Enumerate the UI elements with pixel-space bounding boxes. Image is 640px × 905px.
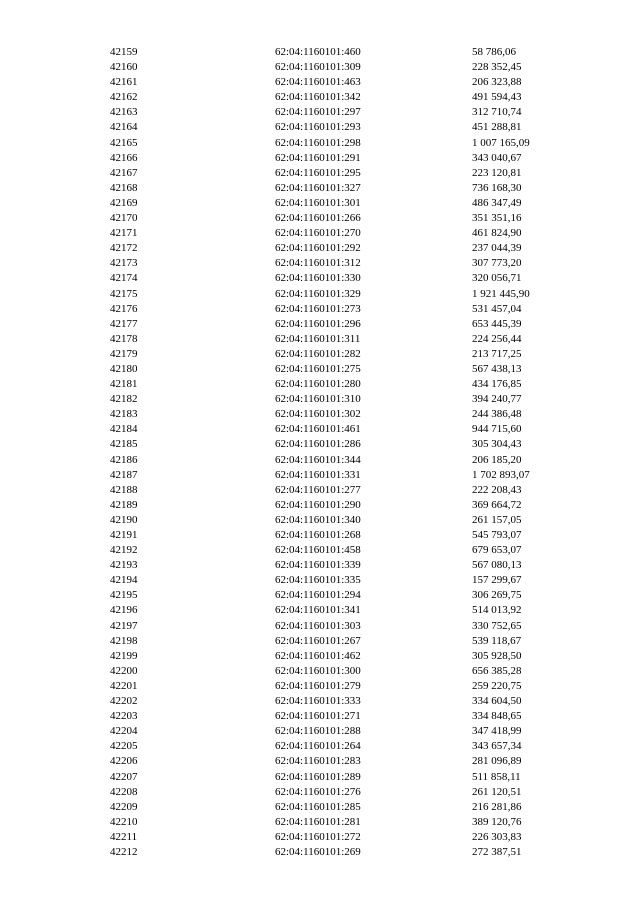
table-row bbox=[0, 800, 640, 815]
cadastral-number: 62:04:1160101:294 bbox=[275, 589, 361, 602]
table-row bbox=[0, 271, 640, 286]
table-row bbox=[0, 739, 640, 754]
table-row bbox=[0, 302, 640, 317]
row-number: 42175 bbox=[110, 287, 138, 300]
table-row bbox=[0, 845, 640, 860]
table-row bbox=[0, 694, 640, 709]
cadastral-value: 461 824,90 bbox=[472, 227, 522, 240]
cadastral-value: 1 007 165,09 bbox=[472, 136, 530, 149]
table-row bbox=[0, 588, 640, 603]
cadastral-number: 62:04:1160101:296 bbox=[275, 317, 361, 330]
row-number: 42187 bbox=[110, 468, 138, 481]
table-row bbox=[0, 196, 640, 211]
cadastral-number: 62:04:1160101:309 bbox=[275, 61, 361, 74]
cadastral-number: 62:04:1160101:340 bbox=[275, 513, 361, 526]
row-number: 42174 bbox=[110, 272, 138, 285]
record-table bbox=[0, 45, 640, 860]
cadastral-number: 62:04:1160101:290 bbox=[275, 498, 361, 511]
cadastral-value: 514 013,92 bbox=[472, 604, 522, 617]
row-number: 42171 bbox=[110, 227, 138, 240]
table-row bbox=[0, 392, 640, 407]
row-number: 42161 bbox=[110, 76, 138, 89]
table-row bbox=[0, 724, 640, 739]
cadastral-value: 320 056,71 bbox=[472, 272, 522, 285]
row-number: 42184 bbox=[110, 423, 138, 436]
cadastral-value: 351 351,16 bbox=[472, 212, 522, 225]
row-number: 42164 bbox=[110, 121, 138, 134]
cadastral-number: 62:04:1160101:266 bbox=[275, 212, 361, 225]
cadastral-number: 62:04:1160101:458 bbox=[275, 544, 361, 557]
table-row bbox=[0, 664, 640, 679]
row-number: 42205 bbox=[110, 740, 138, 753]
cadastral-value: 736 168,30 bbox=[472, 181, 522, 194]
row-number: 42182 bbox=[110, 393, 138, 406]
row-number: 42192 bbox=[110, 544, 138, 557]
cadastral-number: 62:04:1160101:283 bbox=[275, 755, 361, 768]
table-row bbox=[0, 241, 640, 256]
table-row bbox=[0, 75, 640, 90]
cadastral-number: 62:04:1160101:301 bbox=[275, 196, 361, 209]
cadastral-value: 394 240,77 bbox=[472, 393, 522, 406]
table-row bbox=[0, 528, 640, 543]
row-number: 42190 bbox=[110, 513, 138, 526]
row-number: 42206 bbox=[110, 755, 138, 768]
cadastral-number: 62:04:1160101:342 bbox=[275, 91, 361, 104]
cadastral-value: 656 385,28 bbox=[472, 664, 522, 677]
cadastral-value: 944 715,60 bbox=[472, 423, 522, 436]
table-row bbox=[0, 60, 640, 75]
cadastral-value: 1 702 893,07 bbox=[472, 468, 530, 481]
cadastral-number: 62:04:1160101:267 bbox=[275, 634, 361, 647]
row-number: 42203 bbox=[110, 710, 138, 723]
cadastral-number: 62:04:1160101:273 bbox=[275, 302, 361, 315]
row-number: 42204 bbox=[110, 725, 138, 738]
table-row bbox=[0, 543, 640, 558]
cadastral-number: 62:04:1160101:268 bbox=[275, 529, 361, 541]
cadastral-value: 223 120,81 bbox=[472, 166, 522, 179]
cadastral-value: 213 717,25 bbox=[472, 347, 522, 360]
table-row bbox=[0, 770, 640, 785]
table-row bbox=[0, 573, 640, 588]
table-row bbox=[0, 815, 640, 830]
row-number: 42162 bbox=[110, 91, 138, 104]
table-row bbox=[0, 634, 640, 649]
cadastral-number: 62:04:1160101:291 bbox=[275, 151, 361, 164]
cadastral-value: 343 040,67 bbox=[472, 151, 522, 164]
row-number: 42191 bbox=[110, 529, 138, 541]
row-number: 42200 bbox=[110, 664, 138, 677]
row-number: 42196 bbox=[110, 604, 138, 617]
cadastral-number: 62:04:1160101:312 bbox=[275, 257, 361, 270]
row-number: 42165 bbox=[110, 136, 138, 149]
table-row bbox=[0, 181, 640, 196]
cadastral-value: 259 220,75 bbox=[472, 679, 522, 692]
cadastral-value: 343 657,34 bbox=[472, 740, 522, 753]
table-row bbox=[0, 287, 640, 302]
table-row bbox=[0, 785, 640, 800]
table-row bbox=[0, 211, 640, 226]
cadastral-value: 451 288,81 bbox=[472, 121, 522, 134]
row-number: 42185 bbox=[110, 438, 138, 451]
cadastral-number: 62:04:1160101:344 bbox=[275, 453, 361, 466]
table-row bbox=[0, 317, 640, 332]
table-row bbox=[0, 136, 640, 151]
cadastral-value: 679 653,07 bbox=[472, 544, 522, 557]
row-number: 42179 bbox=[110, 347, 138, 360]
cadastral-number: 62:04:1160101:311 bbox=[275, 332, 361, 345]
cadastral-value: 369 664,72 bbox=[472, 498, 522, 511]
cadastral-number: 62:04:1160101:461 bbox=[275, 423, 361, 436]
cadastral-number: 62:04:1160101:462 bbox=[275, 649, 361, 662]
cadastral-value: 272 387,51 bbox=[472, 845, 522, 858]
row-number: 42212 bbox=[110, 845, 138, 858]
cadastral-number: 62:04:1160101:277 bbox=[275, 483, 361, 496]
table-row bbox=[0, 226, 640, 241]
cadastral-value: 58 786,06 bbox=[472, 46, 516, 58]
cadastral-value: 305 928,50 bbox=[472, 649, 522, 662]
table-row bbox=[0, 437, 640, 452]
cadastral-value: 653 445,39 bbox=[472, 317, 522, 330]
cadastral-number: 62:04:1160101:300 bbox=[275, 664, 361, 677]
cadastral-number: 62:04:1160101:298 bbox=[275, 136, 361, 149]
row-number: 42210 bbox=[110, 815, 138, 828]
cadastral-number: 62:04:1160101:289 bbox=[275, 770, 361, 783]
row-number: 42199 bbox=[110, 649, 138, 662]
table-row bbox=[0, 468, 640, 483]
cadastral-value: 206 323,88 bbox=[472, 76, 522, 89]
row-number: 42168 bbox=[110, 181, 138, 194]
table-row bbox=[0, 347, 640, 362]
table-row bbox=[0, 407, 640, 422]
cadastral-value: 157 299,67 bbox=[472, 574, 522, 587]
table-row bbox=[0, 120, 640, 135]
row-number: 42183 bbox=[110, 408, 138, 421]
cadastral-number: 62:04:1160101:330 bbox=[275, 272, 361, 285]
row-number: 42166 bbox=[110, 151, 138, 164]
row-number: 42193 bbox=[110, 559, 138, 572]
cadastral-number: 62:04:1160101:281 bbox=[275, 815, 361, 828]
cadastral-value: 312 710,74 bbox=[472, 106, 522, 119]
cadastral-number: 62:04:1160101:279 bbox=[275, 679, 361, 692]
cadastral-value: 486 347,49 bbox=[472, 196, 522, 209]
cadastral-value: 330 752,65 bbox=[472, 619, 522, 632]
table-row bbox=[0, 709, 640, 724]
row-number: 42181 bbox=[110, 378, 138, 391]
row-number: 42169 bbox=[110, 196, 138, 209]
cadastral-number: 62:04:1160101:264 bbox=[275, 740, 361, 753]
table-row bbox=[0, 558, 640, 573]
cadastral-number: 62:04:1160101:269 bbox=[275, 845, 361, 858]
cadastral-value: 567 438,13 bbox=[472, 362, 522, 375]
row-number: 42176 bbox=[110, 302, 138, 315]
cadastral-number: 62:04:1160101:341 bbox=[275, 604, 361, 617]
row-number: 42160 bbox=[110, 61, 138, 74]
cadastral-value: 389 120,76 bbox=[472, 815, 522, 828]
row-number: 42173 bbox=[110, 257, 138, 270]
cadastral-value: 206 185,20 bbox=[472, 453, 522, 466]
cadastral-number: 62:04:1160101:295 bbox=[275, 166, 361, 179]
row-number: 42202 bbox=[110, 695, 138, 708]
table-row bbox=[0, 649, 640, 664]
cadastral-value: 511 858,11 bbox=[472, 770, 521, 783]
cadastral-value: 347 418,99 bbox=[472, 725, 522, 738]
cadastral-number: 62:04:1160101:329 bbox=[275, 287, 361, 300]
cadastral-value: 281 096,89 bbox=[472, 755, 522, 768]
cadastral-value: 224 256,44 bbox=[472, 332, 522, 345]
cadastral-value: 226 303,83 bbox=[472, 830, 522, 843]
row-number: 42159 bbox=[110, 46, 138, 58]
row-number: 42170 bbox=[110, 212, 138, 225]
row-number: 42180 bbox=[110, 362, 138, 375]
cadastral-number: 62:04:1160101:339 bbox=[275, 559, 361, 572]
cadastral-value: 237 044,39 bbox=[472, 242, 522, 255]
cadastral-number: 62:04:1160101:285 bbox=[275, 800, 361, 813]
row-number: 42209 bbox=[110, 800, 138, 813]
cadastral-number: 62:04:1160101:460 bbox=[275, 46, 361, 58]
table-row bbox=[0, 603, 640, 618]
cadastral-number: 62:04:1160101:302 bbox=[275, 408, 361, 421]
cadastral-value: 545 793,07 bbox=[472, 529, 522, 541]
cadastral-number: 62:04:1160101:327 bbox=[275, 181, 361, 194]
cadastral-number: 62:04:1160101:282 bbox=[275, 347, 361, 360]
cadastral-value: 1 921 445,90 bbox=[472, 287, 530, 300]
cadastral-value: 228 352,45 bbox=[472, 61, 522, 74]
table-row bbox=[0, 754, 640, 769]
row-number: 42211 bbox=[110, 830, 138, 843]
row-number: 42197 bbox=[110, 619, 138, 632]
cadastral-number: 62:04:1160101:310 bbox=[275, 393, 361, 406]
row-number: 42198 bbox=[110, 634, 138, 647]
cadastral-value: 222 208,43 bbox=[472, 483, 522, 496]
row-number: 42194 bbox=[110, 574, 138, 587]
table-row bbox=[0, 332, 640, 347]
table-row bbox=[0, 256, 640, 271]
cadastral-value: 539 118,67 bbox=[472, 634, 522, 647]
cadastral-value: 531 457,04 bbox=[472, 302, 522, 315]
cadastral-value: 434 176,85 bbox=[472, 378, 522, 391]
table-row bbox=[0, 362, 640, 377]
cadastral-number: 62:04:1160101:297 bbox=[275, 106, 361, 119]
cadastral-number: 62:04:1160101:463 bbox=[275, 76, 361, 89]
row-number: 42167 bbox=[110, 166, 138, 179]
cadastral-value: 216 281,86 bbox=[472, 800, 522, 813]
cadastral-number: 62:04:1160101:276 bbox=[275, 785, 361, 798]
table-row bbox=[0, 90, 640, 105]
cadastral-number: 62:04:1160101:286 bbox=[275, 438, 361, 451]
row-number: 42207 bbox=[110, 770, 138, 783]
cadastral-number: 62:04:1160101:335 bbox=[275, 574, 361, 587]
cadastral-value: 491 594,43 bbox=[472, 91, 522, 104]
row-number: 42189 bbox=[110, 498, 138, 511]
table-row bbox=[0, 483, 640, 498]
cadastral-number: 62:04:1160101:331 bbox=[275, 468, 361, 481]
table-row bbox=[0, 377, 640, 392]
table-row bbox=[0, 151, 640, 166]
cadastral-number: 62:04:1160101:270 bbox=[275, 227, 361, 240]
cadastral-number: 62:04:1160101:303 bbox=[275, 619, 361, 632]
cadastral-value: 334 604,50 bbox=[472, 695, 522, 708]
cadastral-value: 567 080,13 bbox=[472, 559, 522, 572]
row-number: 42208 bbox=[110, 785, 138, 798]
row-number: 42188 bbox=[110, 483, 138, 496]
cadastral-number: 62:04:1160101:288 bbox=[275, 725, 361, 738]
cadastral-number: 62:04:1160101:272 bbox=[275, 830, 361, 843]
cadastral-value: 306 269,75 bbox=[472, 589, 522, 602]
cadastral-value: 305 304,43 bbox=[472, 438, 522, 451]
table-row bbox=[0, 105, 640, 120]
cadastral-value: 244 386,48 bbox=[472, 408, 522, 421]
table-row bbox=[0, 166, 640, 181]
row-number: 42163 bbox=[110, 106, 138, 119]
table-row bbox=[0, 679, 640, 694]
cadastral-number: 62:04:1160101:333 bbox=[275, 695, 361, 708]
row-number: 42195 bbox=[110, 589, 138, 602]
table-row bbox=[0, 830, 640, 845]
table-row bbox=[0, 453, 640, 468]
cadastral-number: 62:04:1160101:275 bbox=[275, 362, 361, 375]
cadastral-number: 62:04:1160101:292 bbox=[275, 242, 361, 255]
table-row bbox=[0, 498, 640, 513]
row-number: 42178 bbox=[110, 332, 138, 345]
cadastral-number: 62:04:1160101:293 bbox=[275, 121, 361, 134]
cadastral-value: 261 157,05 bbox=[472, 513, 522, 526]
cadastral-value: 261 120,51 bbox=[472, 785, 522, 798]
cadastral-value: 307 773,20 bbox=[472, 257, 522, 270]
cadastral-number: 62:04:1160101:280 bbox=[275, 378, 361, 391]
cadastral-value: 334 848,65 bbox=[472, 710, 522, 723]
row-number: 42201 bbox=[110, 679, 138, 692]
table-row bbox=[0, 619, 640, 634]
row-number: 42186 bbox=[110, 453, 138, 466]
table-row bbox=[0, 422, 640, 437]
row-number: 42172 bbox=[110, 242, 138, 255]
table-row bbox=[0, 45, 640, 60]
row-number: 42177 bbox=[110, 317, 138, 330]
cadastral-number: 62:04:1160101:271 bbox=[275, 710, 361, 723]
table-row bbox=[0, 513, 640, 528]
